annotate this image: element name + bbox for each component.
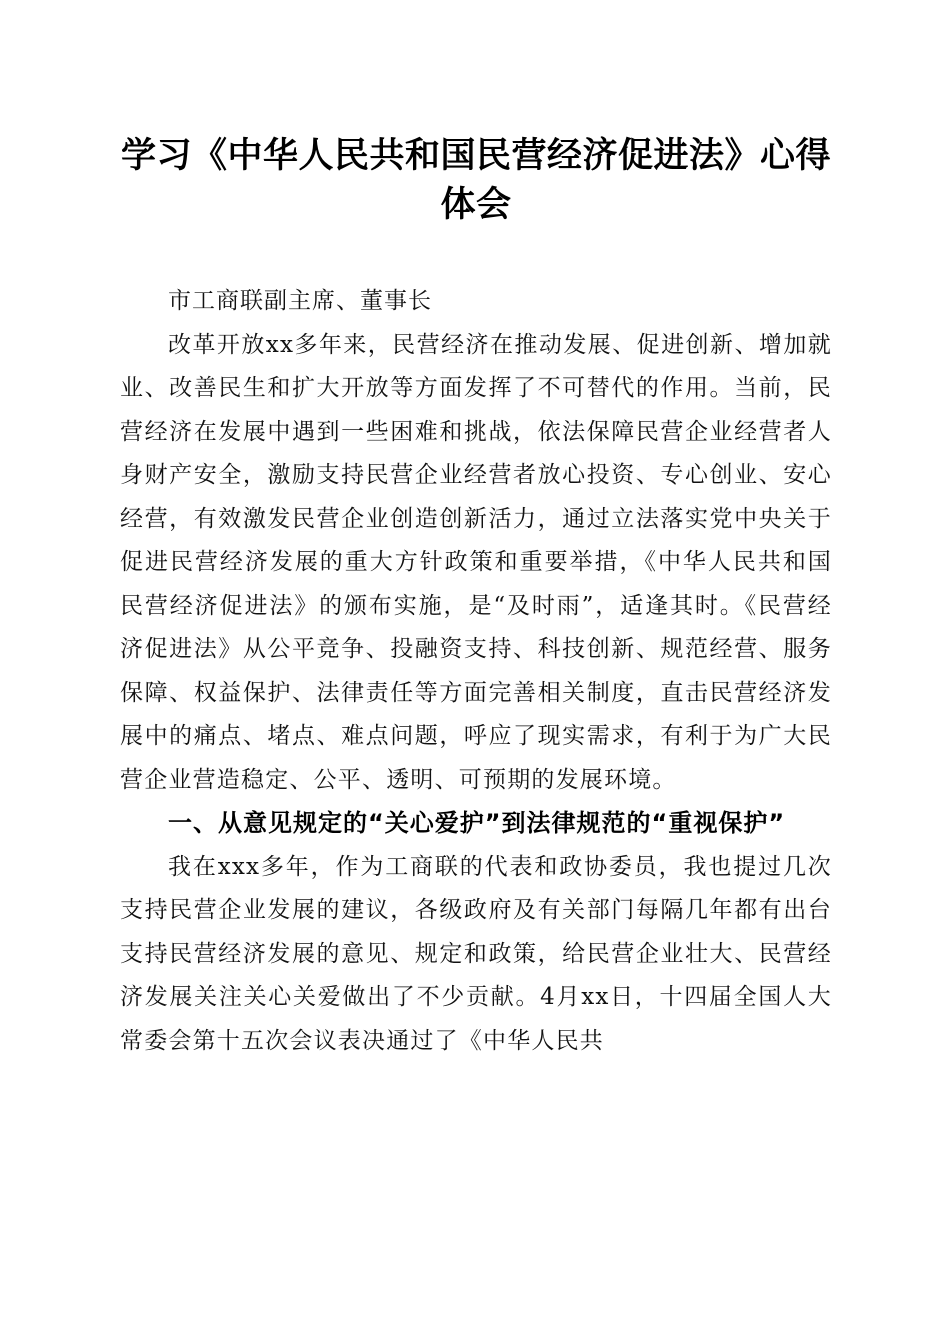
section-heading-1: 一、从意见规定的“关心爱护”到法律规范的“重视保护” [168,809,786,837]
document-page [120,132,832,1063]
author-line: 市工商联副主席、董事长 [168,288,432,314]
document-title: 学习《中华人民共和国民营经济促进法》心得体会 [120,136,831,225]
intro-paragraph: 改革开放xx多年来，民营经济在推动发展、促进创新、增加就业、改善民生和扩大开放等方面发挥了不可替代的作用。当前，民营经济在发展中遇到一些困难和挑战，依法保障民营企业经营者人身财产安全，激励支持民营企业经营者放心投资、专心创业、安心经营，有效激发民营企业创造创新活力，通过立法落实党中央关于促进民营经济发展的重大方针政策和重要举措，《中华人民共和国民营经济促进法》的颁布实施，是“及时雨”，适逢其时。《民营经济促进法》从公平竞争、投融资支持、科技创新、规范经营、服务保障、权益保护、法律责任等方面完善相关制度，直击民营经济发展中的痛点、堵点、难点问题，呼应了现实需求，有利于为广大民营企业营造稳定、公平、透明、可预期的发展环境。 [120,331,832,793]
section1-paragraph: 我在xxx多年，作为工商联的代表和政协委员，我也提过几次支持民营企业发展的建议，各级政府及有关部门每隔几年都有出台支持民营经济发展的意见、规定和政策，给民营企业壮大、民营经济发展关注关心关爱做出了不少贡献。4月xx日，十四届全国人大常委会第十五次会议表决通过了《中华人民共 [120,853,832,1054]
